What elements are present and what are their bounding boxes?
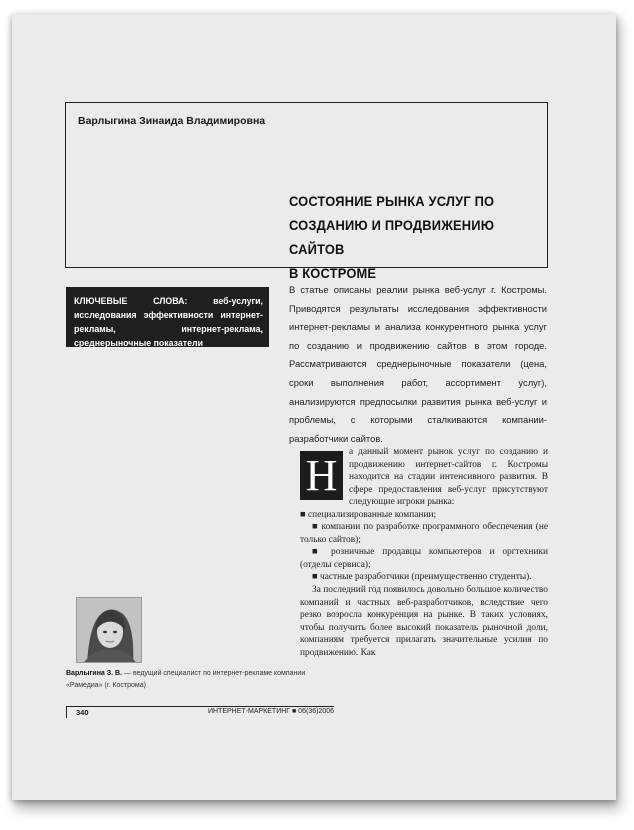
drop-cap: Н (300, 451, 343, 500)
list-item: ■ специализированные компании; (300, 509, 437, 520)
abstract: В статье описаны реалии рынка веб-услуг г. Костромы. Приводятся результаты исследования эффективности интернет-рекламы и анализа конкурентного рынка услуг по созданию и продвижению сайтов в этом городе. Рассматриваются среднерыночные показатели (цена, сроки выполнения работ, ассортимент услуг), анализируются предпосылки развития рынка веб-услуг и проблемы, с которыми сталкиваются компании-разработчики сайтов. (289, 284, 547, 444)
body-paragraph: За последний год появилось довольно большое количество компаний и частных веб-разработчиков, вследствие чего резко возросла конкуренция на рынке. В таких условиях, чтобы получить более высокий показатель рыночной доли, компаниям требуется прилагать значительные усилия по продвижению. Как (300, 585, 548, 658)
page-footer (66, 708, 334, 718)
caption-name: Варлыгина З. В. (66, 670, 123, 677)
body-intro: а данный момент рынок услуг по созданию и продвижению интернет-сайтов г. Костромы находится на стадии интенсивного развития. В сфере предоставления веб-услуг присутствуют следующие игроки рынка: (349, 447, 548, 508)
magazine-issue: ИНТЕРНЕТ-МАРКЕТИНГ ■ 06(36)2006 (207, 708, 334, 715)
article-title (289, 189, 525, 285)
title-line-1: СОСТОЯНИЕ РЫНКА УСЛУГ ПО (289, 193, 495, 209)
title-line-2: СОЗДАНИЮ И ПРОДВИЖЕНИЮ САЙТОВ (289, 217, 495, 257)
author-name: Варлыгина Зинаида Владимировна (78, 115, 266, 127)
title-line-3: В КОСТРОМЕ (289, 265, 377, 281)
list-item: ■ розничные продавцы компьютеров и оргтехники (отделы сервиса); (300, 547, 548, 570)
keywords-label: КЛЮЧЕВЫЕ СЛОВА: (74, 296, 188, 306)
caption-text: — ведущий специалист по интернет-рекламе компании «Рамедиа» (г. Кострома) (66, 670, 306, 689)
author-photo (76, 597, 142, 663)
list-item: ■ частные разработчики (преимущественно студенты). (312, 572, 532, 583)
keywords-box (66, 287, 269, 347)
portrait-image (77, 598, 142, 663)
list-item: ■ компании по разработке программного обеспечения (не только сайтов); (300, 522, 549, 545)
footer-rule (66, 706, 334, 707)
photo-caption (66, 668, 336, 692)
keywords-text: веб-услуги, исследования эффективности интернет-рекламы, интернет-реклама, среднерыночные показатели (74, 296, 263, 348)
page-number: 340 (76, 708, 89, 717)
